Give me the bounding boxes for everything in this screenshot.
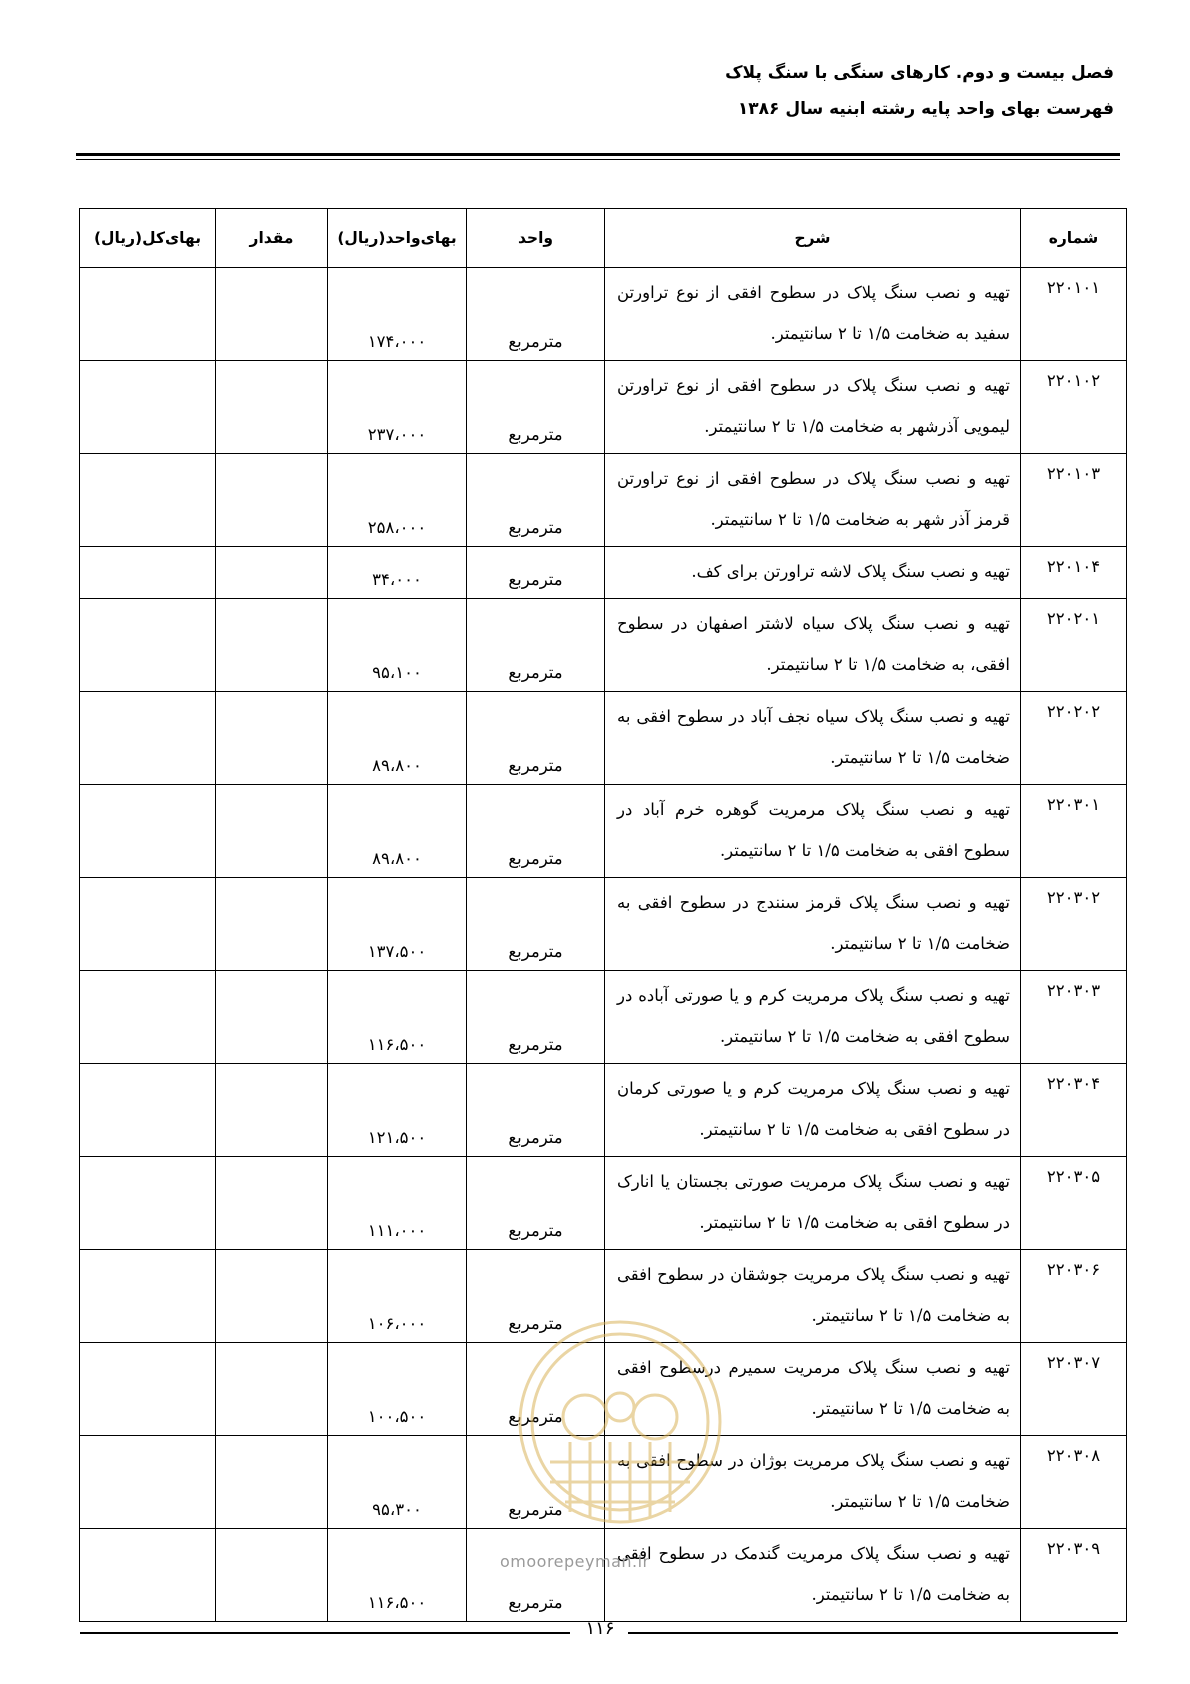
row-number-text: ۲۲۰۱۰۳ [1046,464,1101,483]
row-unit: مترمربع [467,971,605,1064]
col-header-quantity: مقدار [216,209,328,268]
col-header-description: شرح [605,209,1021,268]
row-number-text: ۲۲۰۱۰۴ [1046,557,1101,576]
row-number-text: ۲۲۰۲۰۱ [1046,609,1101,628]
table-row [80,599,1127,692]
table-row [80,1343,1127,1436]
row-number [1021,785,1127,878]
row-unit-price: ۱۷۴،۰۰۰ [328,268,467,361]
table-row [80,785,1127,878]
row-number-text: ۲۲۰۳۰۳ [1046,981,1101,1000]
row-total-price [80,1157,216,1250]
row-quantity [216,361,328,454]
row-number [1021,547,1127,599]
row-number [1021,1436,1127,1529]
row-total-price [80,1064,216,1157]
row-total-price [80,547,216,599]
row-total-price [80,785,216,878]
table-row [80,361,1127,454]
row-number-text: ۲۲۰۳۰۱ [1046,795,1101,814]
row-number-text: ۲۲۰۳۰۲ [1046,888,1101,907]
price-table [79,208,1127,1622]
table-row [80,1529,1127,1622]
row-number [1021,1157,1127,1250]
row-description: تهیه و نصب سنگ پلاک مرمریت گوهره خرم آباد در سطوح افقی به ضخامت ۱/۵ تا ۲ سانتیمتر. [605,785,1021,878]
row-description: تهیه و نصب سنگ پلاک در سطوح افقی از نوع تراورتن قرمز آذر شهر به ضخامت ۱/۵ تا ۲ سانتیمتر. [605,454,1021,547]
col-header-unit: واحد [467,209,605,268]
row-unit: مترمربع [467,1529,605,1622]
row-unit-price: ۱۱۶،۵۰۰ [328,971,467,1064]
row-unit-price: ۹۵،۳۰۰ [328,1436,467,1529]
row-quantity [216,547,328,599]
header-rule-thin [76,159,1120,160]
row-number-text: ۲۲۰۳۰۹ [1046,1539,1101,1558]
row-total-price [80,599,216,692]
row-number-text: ۲۲۰۳۰۵ [1046,1167,1101,1186]
table-row [80,1250,1127,1343]
row-total-price [80,268,216,361]
table-row [80,971,1127,1064]
col-header-unit-price: بهای‌واحد(ریال) [328,209,467,268]
row-unit: مترمربع [467,785,605,878]
row-unit: مترمربع [467,878,605,971]
row-quantity [216,1157,328,1250]
row-unit: مترمربع [467,361,605,454]
page-header [725,62,1114,120]
row-unit: مترمربع [467,692,605,785]
row-quantity [216,692,328,785]
row-unit-price: ۸۹،۸۰۰ [328,692,467,785]
table-header-row [80,209,1127,268]
row-quantity [216,1343,328,1436]
row-number [1021,454,1127,547]
row-description: تهیه و نصب سنگ پلاک سیاه لاشتر اصفهان در سطوح افقی، به ضخامت ۱/۵ تا ۲ سانتیمتر. [605,599,1021,692]
row-quantity [216,785,328,878]
row-number [1021,599,1127,692]
row-unit: مترمربع [467,599,605,692]
row-unit: مترمربع [467,547,605,599]
table-row [80,268,1127,361]
row-description: تهیه و نصب سنگ پلاک قرمز سنندج در سطوح افقی به ضخامت ۱/۵ تا ۲ سانتیمتر. [605,878,1021,971]
row-number [1021,1064,1127,1157]
row-description: تهیه و نصب سنگ پلاک مرمریت کرم و یا صورتی آباده در سطوح افقی به ضخامت ۱/۵ تا ۲ سانتیمتر. [605,971,1021,1064]
row-unit: مترمربع [467,1064,605,1157]
row-description: تهیه و نصب سنگ پلاک مرمریت جوشقان در سطوح افقی به ضخامت ۱/۵ تا ۲ سانتیمتر. [605,1250,1021,1343]
row-description: تهیه و نصب سنگ پلاک مرمریت بوژان در سطوح افقی به ضخامت ۱/۵ تا ۲ سانتیمتر. [605,1436,1021,1529]
row-quantity [216,599,328,692]
row-quantity [216,971,328,1064]
row-number [1021,1250,1127,1343]
table-row [80,454,1127,547]
table-row [80,1157,1127,1250]
row-quantity [216,1064,328,1157]
row-total-price [80,1343,216,1436]
row-description: تهیه و نصب سنگ پلاک سیاه نجف آباد در سطوح افقی به ضخامت ۱/۵ تا ۲ سانتیمتر. [605,692,1021,785]
row-unit-price: ۱۱۶،۵۰۰ [328,1529,467,1622]
row-number-text: ۲۲۰۳۰۴ [1046,1074,1101,1093]
row-quantity [216,1436,328,1529]
row-number-text: ۲۲۰۱۰۱ [1046,278,1101,297]
row-unit-price: ۱۱۱،۰۰۰ [328,1157,467,1250]
table-row [80,1064,1127,1157]
row-unit-price: ۱۳۷،۵۰۰ [328,878,467,971]
row-total-price [80,971,216,1064]
row-description: تهیه و نصب سنگ پلاک مرمریت گندمک در سطوح افقی به ضخامت ۱/۵ تا ۲ سانتیمتر. [605,1529,1021,1622]
row-total-price [80,878,216,971]
row-number-text: ۲۲۰۲۰۲ [1046,702,1101,721]
row-number [1021,971,1127,1064]
footer-rule-right [628,1632,1118,1634]
row-number-text: ۲۲۰۳۰۸ [1046,1446,1101,1465]
row-number-text: ۲۲۰۳۰۷ [1046,1353,1101,1372]
row-description: تهیه و نصب سنگ پلاک لاشه تراورتن برای کف. [605,547,1021,599]
page-number: ۱۱۶ [585,1618,615,1639]
row-unit: مترمربع [467,1436,605,1529]
row-number [1021,268,1127,361]
row-unit: مترمربع [467,1157,605,1250]
row-number [1021,878,1127,971]
row-quantity [216,878,328,971]
row-unit: مترمربع [467,1250,605,1343]
row-unit-price: ۸۹،۸۰۰ [328,785,467,878]
row-unit-price: ۲۳۷،۰۰۰ [328,361,467,454]
footer-rule-left [80,1632,570,1634]
row-description: تهیه و نصب سنگ پلاک مرمریت صورتی بجستان یا انارک در سطوح افقی به ضخامت ۱/۵ تا ۲ سانتیمتر. [605,1157,1021,1250]
row-quantity [216,1529,328,1622]
list-title: فهرست بهای واحد پایه رشته ابنیه سال ۱۳۸۶ [737,99,1114,119]
row-total-price [80,361,216,454]
row-number-text: ۲۲۰۱۰۲ [1046,371,1101,390]
row-number-text: ۲۲۰۳۰۶ [1046,1260,1101,1279]
row-quantity [216,454,328,547]
row-number [1021,1529,1127,1622]
row-total-price [80,1436,216,1529]
row-unit-price: ۱۰۰،۵۰۰ [328,1343,467,1436]
col-header-number: شماره [1021,209,1127,268]
table-row [80,692,1127,785]
row-unit-price: ۱۰۶،۰۰۰ [328,1250,467,1343]
row-description: تهیه و نصب سنگ پلاک مرمریت سمیرم درسطوح افقی به ضخامت ۱/۵ تا ۲ سانتیمتر. [605,1343,1021,1436]
table-row [80,547,1127,599]
row-number [1021,692,1127,785]
row-unit-price: ۲۵۸،۰۰۰ [328,454,467,547]
row-unit: مترمربع [467,1343,605,1436]
chapter-title: فصل بیست و دوم. کارهای سنگی با سنگ پلاک [725,63,1114,83]
watermark-site: omoorepeyman.ir [500,1552,650,1571]
row-quantity [216,1250,328,1343]
row-total-price [80,1529,216,1622]
table-row [80,1436,1127,1529]
row-total-price [80,692,216,785]
header-rule-thick [76,153,1120,156]
row-unit: مترمربع [467,454,605,547]
row-description: تهیه و نصب سنگ پلاک در سطوح افقی از نوع تراورتن لیمویی آذرشهر به ضخامت ۱/۵ تا ۲ سانتیمتر. [605,361,1021,454]
row-unit-price: ۳۴،۰۰۰ [328,547,467,599]
row-total-price [80,454,216,547]
row-number [1021,1343,1127,1436]
row-unit-price: ۱۲۱،۵۰۰ [328,1064,467,1157]
row-unit-price: ۹۵،۱۰۰ [328,599,467,692]
row-number [1021,361,1127,454]
row-description: تهیه و نصب سنگ پلاک در سطوح افقی از نوع تراورتن سفید به ضخامت ۱/۵ تا ۲ سانتیمتر. [605,268,1021,361]
row-total-price [80,1250,216,1343]
col-header-total-price: بهای‌کل(ریال) [80,209,216,268]
table-row [80,878,1127,971]
row-description: تهیه و نصب سنگ پلاک مرمریت کرم و یا صورتی کرمان در سطوح افقی به ضخامت ۱/۵ تا ۲ سانتیمتر. [605,1064,1021,1157]
row-quantity [216,268,328,361]
row-unit: مترمربع [467,268,605,361]
